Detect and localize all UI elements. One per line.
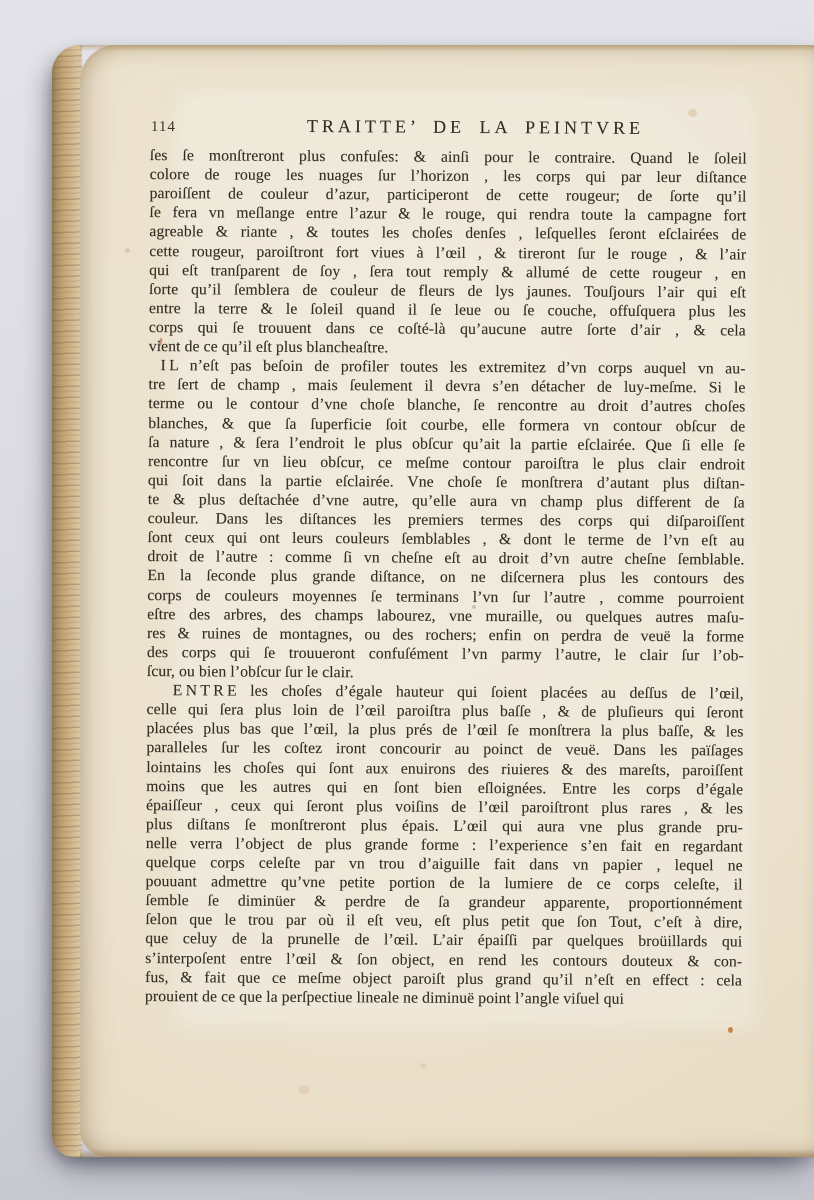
page-header <box>150 115 747 141</box>
text-line: entre la terre & le ſoleil quand il ſe leue ou ſe couche, offuſquera plus les <box>148 299 746 321</box>
book-page <box>52 45 814 1157</box>
text-line: ſorte qu’il ſemblera de couleur de fleurs de lys jaunes. Touſjours l’air qui eſt <box>148 280 747 302</box>
text-line: ſe fera vn meſlange entre l’azur & le rouge, qui rendra toute la campagne fort <box>149 204 747 225</box>
text-line: vient de ce qu’il eſt plus blancheaſtre. <box>148 338 389 357</box>
text-line: prouient de ce que la perſpectiue lineale ne diminuë point l’angle viſuel qui <box>144 987 624 1008</box>
page-number: 114 <box>150 119 176 136</box>
text-line: ſelon que le trou par où il eſt veu, eſt plus petit que ſon Tout, c’eſt à dire, <box>145 911 743 932</box>
text-line: I L n’eſt pas beſoin de profiler toutes les extremitez d’vn corps auquel vn au- <box>160 357 746 378</box>
foxing-spot <box>298 1085 310 1094</box>
text-line: moins que les autres qui en ſont bien eſloignées. Entre les corps d’égale <box>146 777 744 799</box>
foxing-spot <box>125 248 130 253</box>
text-line: qui eſt tranſparent de ſoy , ſera tout remply & allumé de cette rougeur , en <box>149 261 747 283</box>
text-block <box>145 115 747 1009</box>
text-line: corps de couleurs moyennes ſe terminans l’vn ſur l’autre , comme pourroient <box>147 586 745 607</box>
foxing-spot <box>728 1027 733 1033</box>
text-line: blanches, & que ſa ſuperficie ſoit courbe, elle formera vn contour obſcur de <box>148 414 746 435</box>
text-line: ſcur, ou bien l’obſcur ſur le clair. <box>146 662 354 682</box>
text-line: paroiſſent de couleur d’azur, participeront de cette rougeur; de ſorte qu’il <box>149 185 747 206</box>
text-line: couleur. Dans les diſtances les premiers termes des corps qui diſparoiſſent <box>147 510 745 531</box>
page-edges <box>52 45 82 1157</box>
text-line: placées plus bas que l’œil, la plus prés de l’œil ſe monſtrera la plus baſſe, & les <box>146 720 744 741</box>
text-line: épaiſſeur , ceux qui ſeront plus voiſins de l’œil paroiſtront plus rares , & les <box>145 796 744 818</box>
text-line: terme ou le contour d’vne choſe blanche, ſe rencontre au droit d’autres choſes <box>148 395 746 416</box>
text-line: quelque corps celeſte par vn trou d’aiguille fait dans vn papier , lequel ne <box>145 854 743 875</box>
text-line: te & plus deſtachée d’vne autre, qu’elle aura vn champ plus different de ſa <box>147 490 745 512</box>
text-line: En la ſeconde plus grande diſtance, on ne diſcernera plus les contours des <box>147 567 745 588</box>
text-line: plus diſtans ſe monſtreront plus épais. L’œil qui aura vne plus grande pru- <box>145 815 743 837</box>
text-line: nelle verra l’object de plus grande forme : l’experience s’en fait en regardant <box>145 834 743 856</box>
text-line: agreable & riante , & toutes les choſes denſes , leſquelles ſeront eſclairées de <box>149 223 747 244</box>
foxing-spot <box>420 1063 427 1069</box>
text-line: fus, & fait que ce meſme object paroiſt plus grand qu’il n’eſt en effect : cela <box>144 968 743 990</box>
foxing-spot <box>688 109 697 117</box>
text-line: tre ſert de champ , mais ſeulement il devra s’en détacher de luy-meſme. Si le <box>148 376 746 397</box>
text-line: s’interpoſent entre l’œil & ſon object, en rend les contours douteux & con- <box>145 949 743 971</box>
body-text <box>145 146 747 1009</box>
text-line: paralleles ſur les coſtez iront concourir au poinct de veuë. Dans les païſages <box>146 739 744 760</box>
text-line: colore de rouge les nuages ſur l’horizon , les corps qui par leur diſtance <box>149 166 747 187</box>
text-line: ſes ſe monſtreront plus confuſes: & ainſi pour le contraire. Quand le ſoleil <box>149 146 747 168</box>
text-line: ſemble ſe diminüer & perdre de ſa grandeur apparente, proportionnément <box>145 892 743 913</box>
text-line: cette rougeur, paroiſtront fort viues à l’œil , & tireront ſur le rouge , & l’air <box>149 242 747 263</box>
text-line: que celuy de la prunelle de l’œil. L’air épaiſſi par quelques broüillards qui <box>145 930 743 951</box>
text-line: celle qui ſera plus loin de l’œil paroiſtra plus baſſe , & de pluſieurs qui ſeront <box>146 701 744 722</box>
text-line: lointains les choſes qui ſont aux enuirons des riuieres & des mareſts, paroiſſent <box>146 758 744 779</box>
text-line: pouuant admettre qu’vne petite portion de la lumiere de ce corps celeſte, il <box>145 873 743 894</box>
text-line: E N T R E les choſes d’égale hauteur qui ſoient placées au deſſus de l’œil, <box>172 682 744 703</box>
text-line: eſtre des arbres, des champs labourez, vne muraille, ou quelques autres maſu- <box>147 605 745 627</box>
text-line: rencontre ſur vn lieu obſcur, ce meſme contour paroiſtra le plus clair endroit <box>147 452 746 474</box>
paper-surface <box>80 45 814 1157</box>
running-title: TRAITTE’ DE LA PEINTVRE <box>306 115 645 138</box>
text-line: droit de l’autre : comme ſi vn cheſne eſt au droit d’vn autre cheſne ſemblable. <box>147 548 745 569</box>
text-line: ſa nature , & ſera l’endroit le plus obſcur qu’ait la partie eſclairée. Que ſi elle ſe <box>148 433 746 455</box>
text-line: ſont ceux qui ont leurs couleurs ſemblables , & dont le terme de l’vn eſt au <box>147 529 745 550</box>
text-line: corps qui ſe trouuent dans ce coſté-là qu’aucune autre ſorte d’air , & cela <box>148 318 746 340</box>
text-line: res & ruines de montagnes, ou des rochers; enfin on perdra de veuë la forme <box>146 624 745 646</box>
text-line: qui ſoit dans la partie eſclairée. Vne choſe ſe monſtrera d’autant plus diſtan- <box>147 471 745 493</box>
text-line: des corps qui ſe trouueront confuſément l’vn parmy l’autre, le clair ſur l’ob- <box>146 643 744 665</box>
